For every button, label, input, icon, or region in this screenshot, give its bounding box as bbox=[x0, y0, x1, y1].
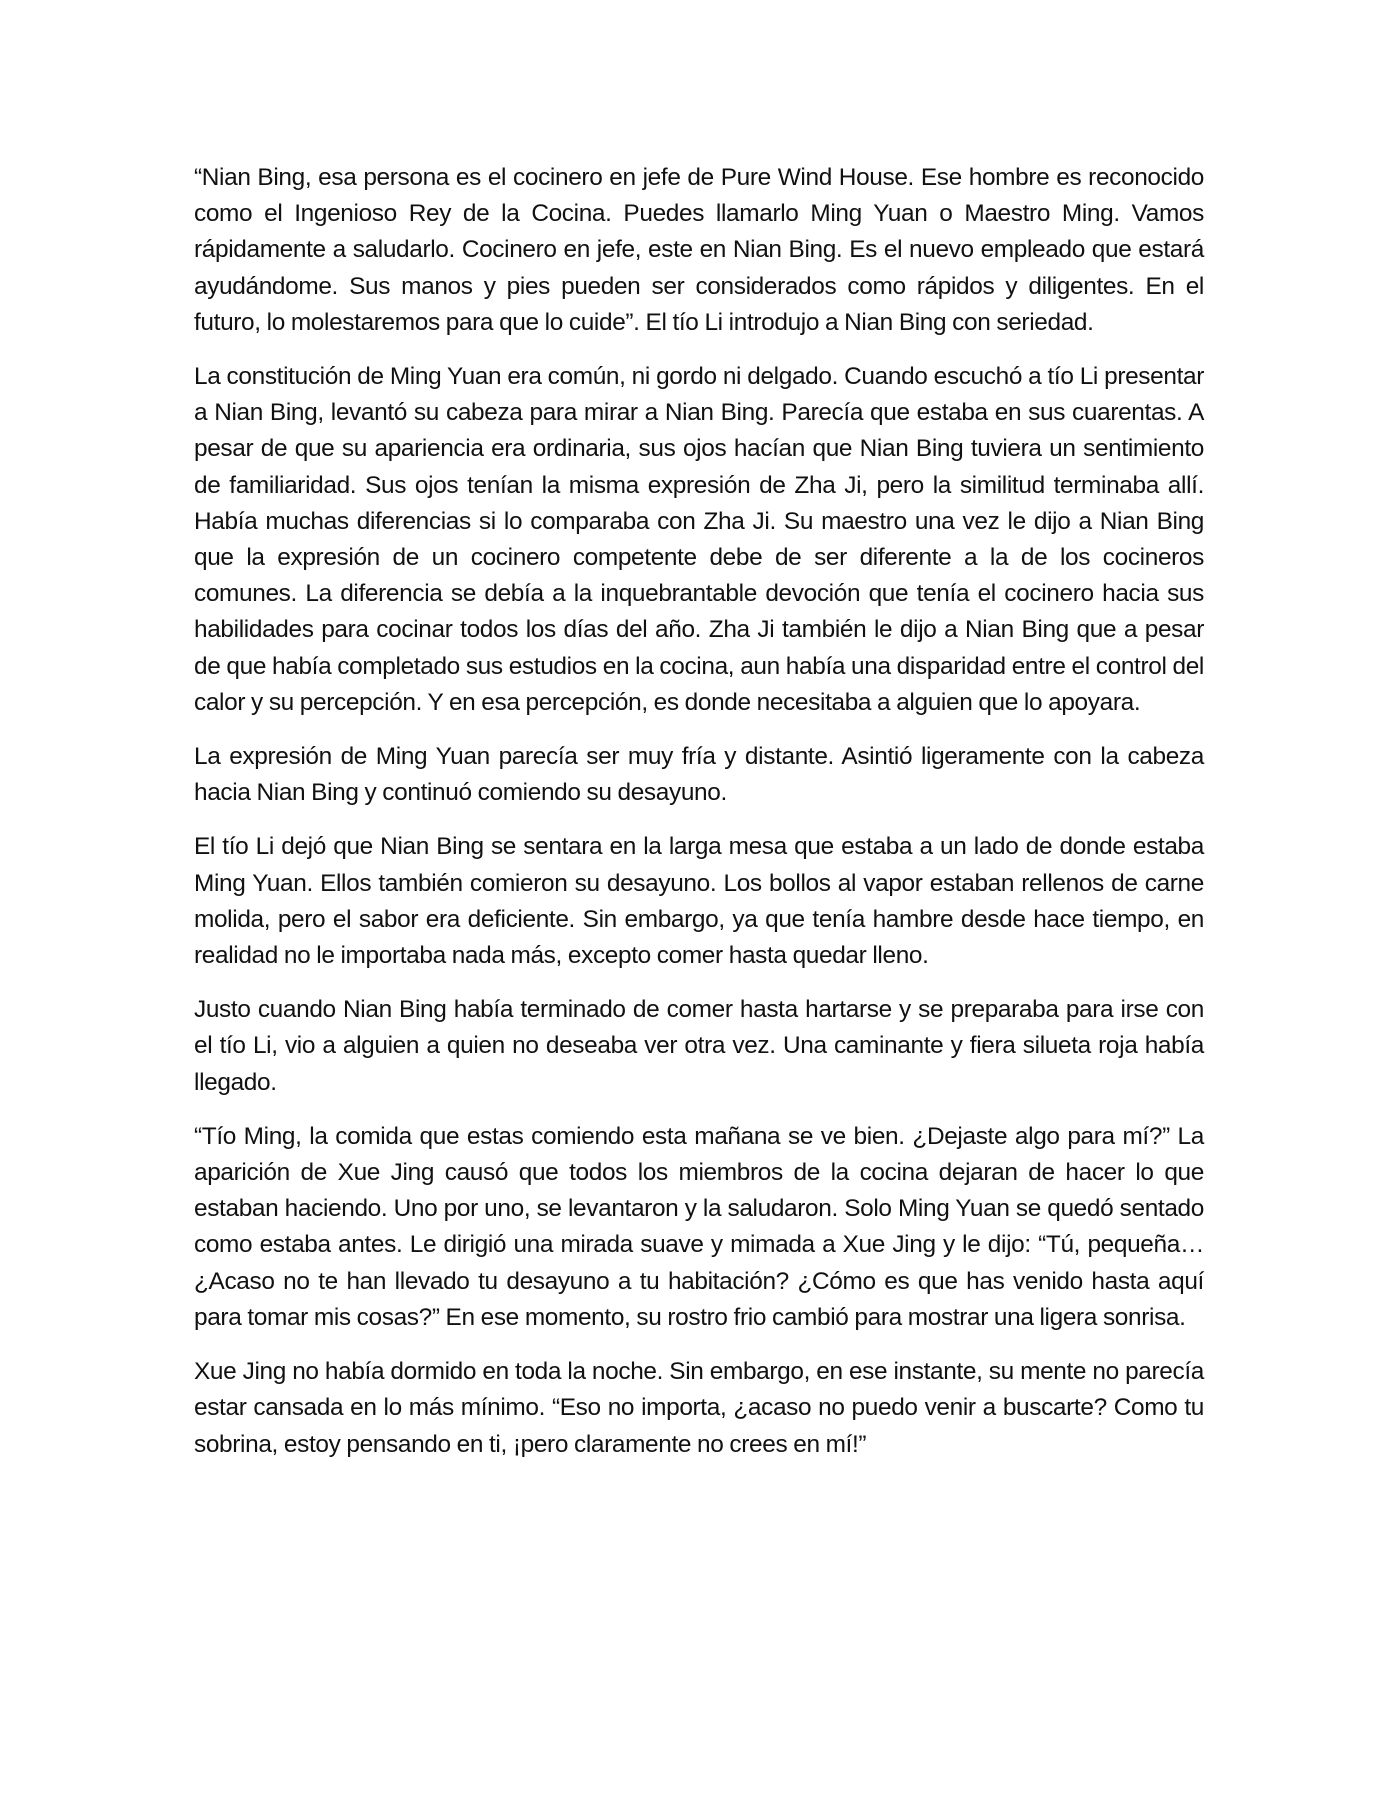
document-body bbox=[194, 160, 1204, 1481]
paragraph-5: Justo cuando Nian Bing había terminado de comer hasta hartarse y se preparaba para irse con el tío Li, vio a alguien a quien no deseaba ver otra vez. Una caminante y fiera silueta roja había llegado. bbox=[194, 996, 1204, 1096]
paragraph-7: Xue Jing no había dormido en toda la noche. Sin embargo, en ese instante, su mente no parecía estar cansada en lo más mínimo. “Eso no importa, ¿acaso no puedo venir a buscarte? Como tu sobrina, estoy pensando en ti, ¡pero claramente no crees en mí!” bbox=[194, 1358, 1204, 1458]
paragraph-3: La expresión de Ming Yuan parecía ser muy fría y distante. Asintió ligeramente con la cabeza hacia Nian Bing y continuó comiendo su desayuno. bbox=[194, 743, 1204, 807]
paragraph-2: La constitución de Ming Yuan era común, ni gordo ni delgado. Cuando escuchó a tío Li presentar a Nian Bing, levantó su cabeza para mirar a Nian Bing. Parecía que estaba en sus cuarentas. A pesar de que su apariencia era ordinaria, sus ojos hacían que Nian Bing tuviera un sentimiento de familiaridad. Sus ojos tenían la misma expresión de Zha Ji, pero la similitud terminaba allí. Había muchas diferencias si lo comparaba con Zha Ji. Su maestro una vez le dijo a Nian Bing que la expresión de un cocinero competente debe de ser diferente a la de los cocineros comunes. La diferencia se debía a la inquebrantable devoción que tenía el cocinero hacia sus habilidades para cocinar todos los días del año. Zha Ji también le dijo a Nian Bing que a pesar de que había completado sus estudios en la cocina, aun había una disparidad entre el control del calor y su percepción. Y en esa percepción, es donde necesitaba a alguien que lo apoyara. bbox=[194, 363, 1204, 716]
paragraph-4: El tío Li dejó que Nian Bing se sentara en la larga mesa que estaba a un lado de donde estaba Ming Yuan. Ellos también comieron su desayuno. Los bollos al vapor estaban rellenos de carne molida, pero el sabor era deficiente. Sin embargo, ya que tenía hambre desde hace tiempo, en realidad no le importaba nada más, excepto comer hasta quedar lleno. bbox=[194, 833, 1204, 970]
paragraph-6: “Tío Ming, la comida que estas comiendo esta mañana se ve bien. ¿Dejaste algo para mí?” La aparición de Xue Jing causó que todos los miembros de la cocina dejaran de hacer lo que estaban haciendo. Uno por uno, se levantaron y la saludaron. Solo Ming Yuan se quedó sentado como estaba antes. Le dirigió una mirada suave y mimada a Xue Jing y le dijo: “Tú, pequeña… ¿Acaso no te han llevado tu desayuno a tu habitación? ¿Cómo es que has venido hasta aquí para tomar mis cosas?” En ese momento, su rostro frio cambió para mostrar una ligera sonrisa. bbox=[194, 1122, 1204, 1331]
paragraph-1: “Nian Bing, esa persona es el cocinero en jefe de Pure Wind House. Ese hombre es reconocido como el Ingenioso Rey de la Cocina. Puedes llamarlo Ming Yuan o Maestro Ming. Vamos rápidamente a saludarlo. Cocinero en jefe, este en Nian Bing. Es el nuevo empleado que estará ayudándome. Sus manos y pies pueden ser considerados como rápidos y diligentes. En el futuro, lo molestaremos para que lo cuide”. El tío Li introdujo a Nian Bing con seriedad. bbox=[194, 164, 1204, 336]
